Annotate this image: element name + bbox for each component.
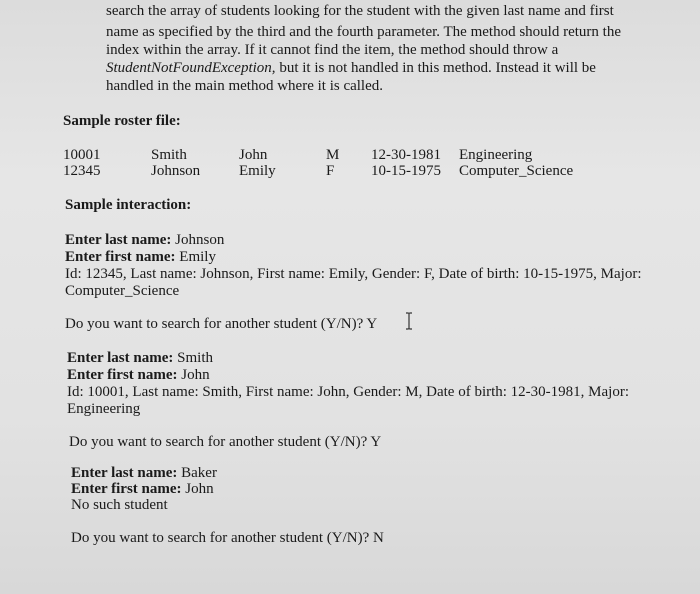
last-name-prompt <box>65 231 224 249</box>
roster-first-name: Emily <box>239 163 276 179</box>
first-name-label: Enter first name: <box>65 249 176 265</box>
last-name-prompt <box>67 349 213 367</box>
last-name-value: Johnson <box>171 232 225 248</box>
result-line: Id: 10001, Last name: Smith, First name: John, Gender: M, Date of birth: 12-30-1981, Major: <box>67 384 630 400</box>
intro-line-1: search the array of students looking for the student with the given last name and first <box>106 3 614 19</box>
first-name-value: John <box>177 367 210 383</box>
first-name-label: Enter first name: <box>67 367 178 383</box>
intro-line-4 <box>106 59 596 77</box>
first-name-prompt <box>65 248 216 266</box>
roster-heading: Sample roster file: <box>63 113 181 129</box>
first-name-value: Emily <box>175 249 216 265</box>
roster-last-name: Smith <box>151 147 187 163</box>
roster-first-name: John <box>239 147 268 163</box>
roster-major: Engineering <box>459 147 533 163</box>
first-name-value: John <box>181 481 214 497</box>
result-line: Id: 12345, Last name: Johnson, First name: Emily, Gender: F, Date of birth: 10-15-1975, Major: <box>65 266 642 282</box>
result-line: Computer_Science <box>65 283 180 299</box>
continue-prompt: Do you want to search for another student (Y/N)? Y <box>65 316 378 332</box>
intro-line-2: name as specified by the third and the fourth parameter. The method should return the <box>106 24 621 40</box>
first-name-prompt <box>67 366 210 384</box>
roster-dob: 12-30-1981 <box>371 147 441 163</box>
roster-dob: 10-15-1975 <box>371 163 441 179</box>
roster-last-name: Johnson <box>151 163 201 179</box>
last-name-value: Baker <box>177 465 217 481</box>
first-name-label: Enter first name: <box>71 481 182 497</box>
roster-id: 10001 <box>63 147 101 163</box>
continue-prompt: Do you want to search for another student (Y/N)? Y <box>69 434 382 450</box>
last-name-label: Enter last name: <box>67 350 174 366</box>
exception-name: StudentNotFoundException, <box>106 60 276 76</box>
intro-line-4-rest: but it is not handled in this method. Instead it will be <box>275 60 596 76</box>
result-line: Engineering <box>67 401 141 417</box>
roster-gender: M <box>326 147 340 163</box>
intro-line-5: handled in the main method where it is called. <box>106 78 384 94</box>
continue-prompt: Do you want to search for another student (Y/N)? N <box>71 530 384 546</box>
roster-gender: F <box>326 163 335 179</box>
last-name-label: Enter last name: <box>71 465 178 481</box>
text-cursor-icon <box>404 312 414 330</box>
roster-id: 12345 <box>63 163 101 179</box>
last-name-value: Smith <box>173 350 213 366</box>
roster-major: Computer_Science <box>459 163 574 179</box>
last-name-label: Enter last name: <box>65 232 172 248</box>
interaction-heading: Sample interaction: <box>65 197 192 213</box>
result-line: No such student <box>71 497 168 513</box>
intro-line-3: index within the array. If it cannot find the item, the method should throw a <box>106 42 559 58</box>
